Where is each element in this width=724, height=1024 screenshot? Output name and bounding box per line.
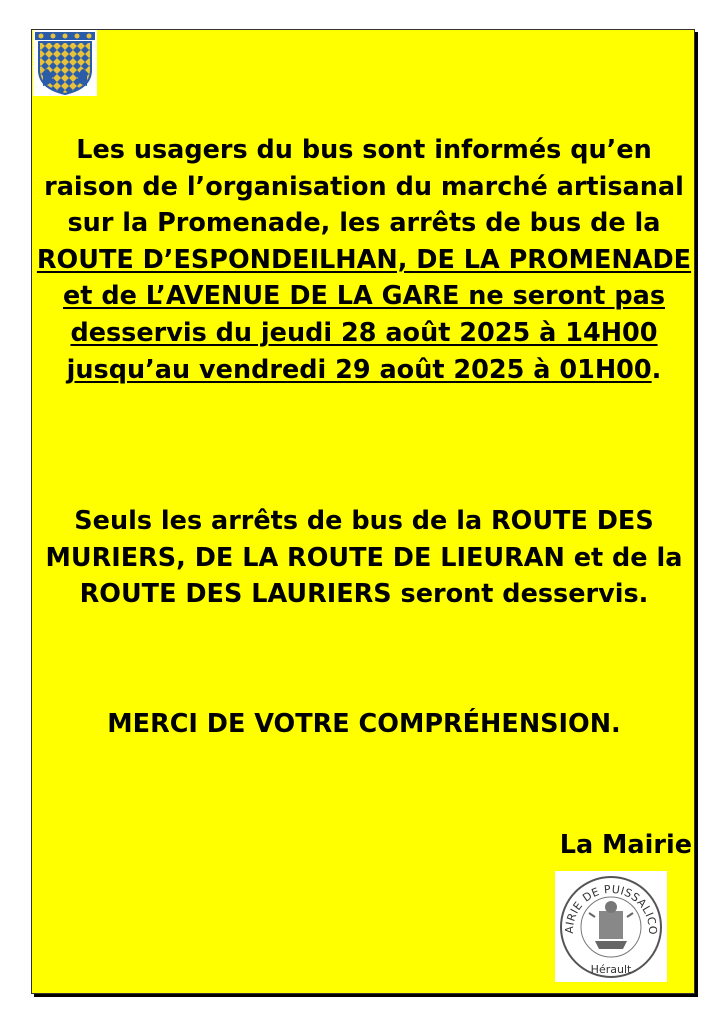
notice-poster	[31, 29, 695, 994]
town-crest-icon	[33, 30, 97, 96]
stamp-ring-text: AIRIE DE PUISSALICO	[562, 882, 660, 936]
town-hall-stamp	[555, 871, 667, 982]
closure-details-underlined: ROUTE D’ESPONDEILHAN, DE LA PROMENADE et de L’AVENUE DE LA GARE ne seront pas desservis du jeudi 28 août 2025 à 14H00 jusqu’au vendredi 29 août 2025 à 01H00	[36, 244, 692, 385]
closure-end-punctuation: .	[651, 354, 662, 385]
notice-paragraph-closures	[32, 132, 696, 388]
notice-paragraph-served-stops: Seuls les arrêts de bus de la ROUTE DES MURIERS, DE LA ROUTE DE LIEURAN et de la ROUTE DES LAURIERS seront desservis.	[45, 506, 683, 610]
closure-intro-text: Les usagers du bus sont informés qu’en raison de l’organisation du marché artisanal sur la Promenade, les arrêts de bus de la	[44, 135, 684, 239]
stamp-bottom-text: Hérault	[590, 963, 632, 976]
signature: La Mairie	[559, 830, 692, 860]
notice-thanks: MERCI DE VOTRE COMPRÉHENSION.	[107, 709, 621, 739]
